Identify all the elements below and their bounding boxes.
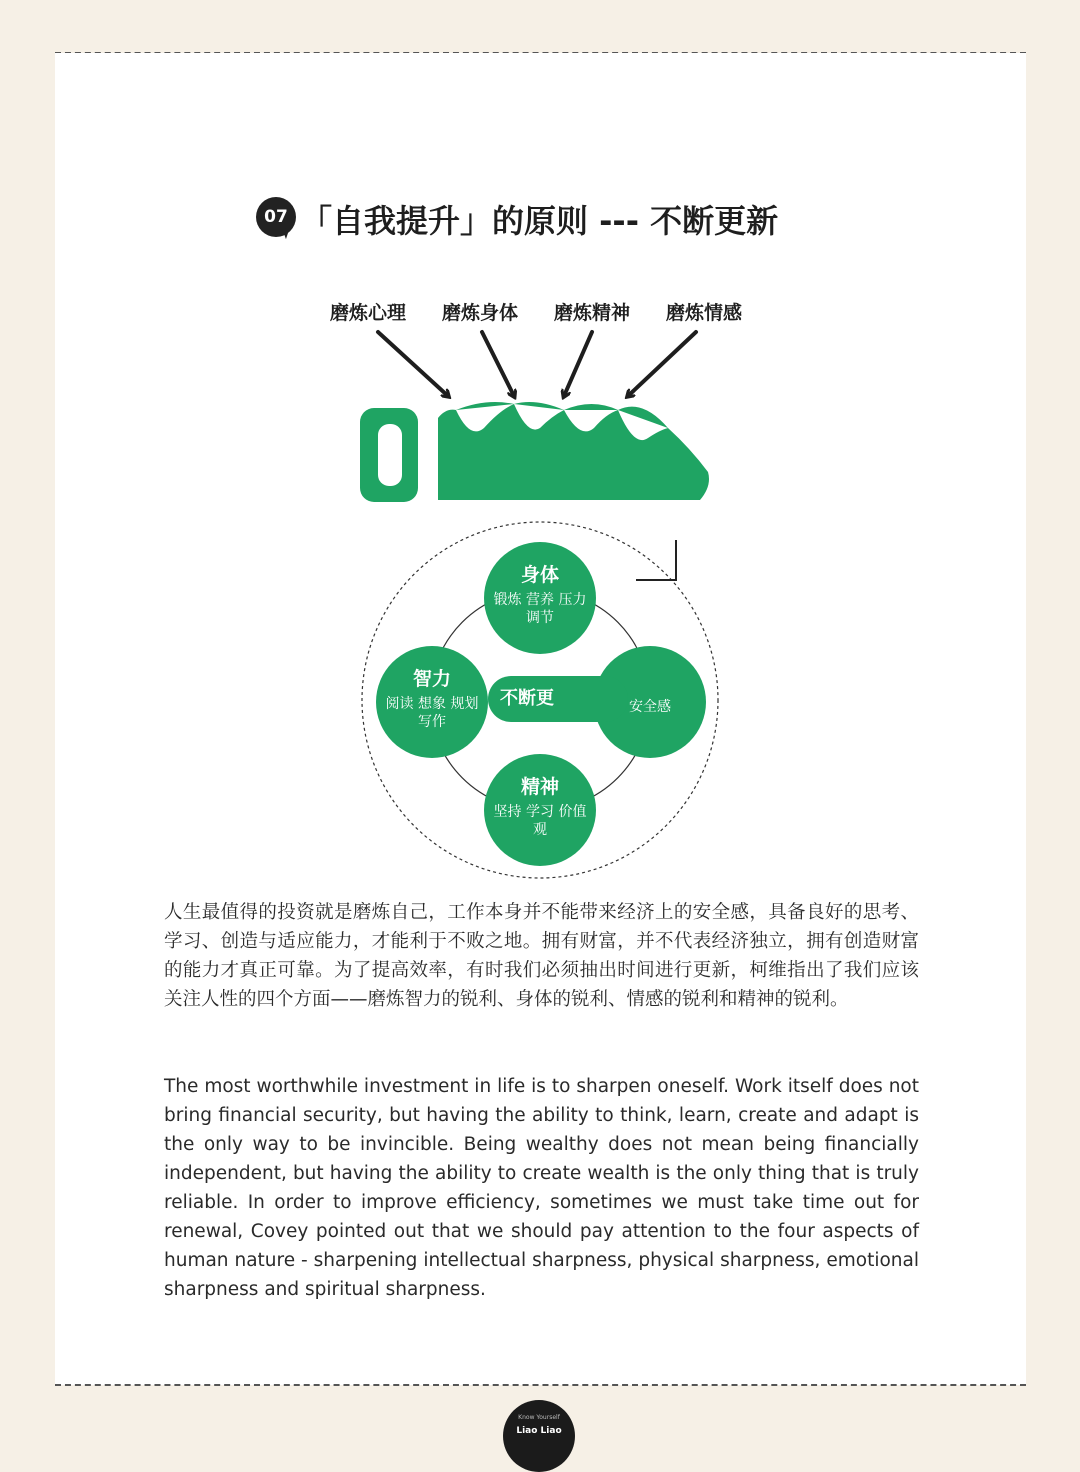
paragraph-chinese: 人生最值得的投资就是磨炼自己，工作本身并不能带来经济上的安全感，具备良好的思考、学习、创造与适应能力，才能利于不败之地。拥有财富，并不代表经济独立，拥有创造财富的能力才真正可靠。为了提高效率，有时我们必须抽出时间进行更新，柯维指出了我们应该关注人性的四个方面——磨炼智力的锐利、身体的锐利、情感的锐利和精神的锐利。 xyxy=(164,902,919,1010)
brand-logo xyxy=(503,1400,575,1472)
node-intellect-desc: 阅读 想象 规划 写作 xyxy=(385,696,479,730)
node-intellect-title: 智力 xyxy=(412,668,451,690)
node-spirit-title: 精神 xyxy=(520,776,559,798)
section-number-badge: 07 xyxy=(256,197,296,237)
corner-mark-icon xyxy=(636,540,676,580)
label-spirit: 磨炼精神 xyxy=(554,302,631,324)
label-mind: 磨炼心理 xyxy=(330,302,407,324)
label-body: 磨炼身体 xyxy=(442,302,519,324)
node-spirit-desc: 坚持 学习 价值观 xyxy=(493,804,587,838)
node-body-desc: 锻炼 营养 压力调节 xyxy=(493,592,587,626)
node-body xyxy=(484,542,596,654)
arrow-emotion-icon xyxy=(628,332,696,396)
node-spirit xyxy=(484,754,596,866)
center-label: 不断更 xyxy=(488,676,628,722)
node-emotion-desc: 安全感 xyxy=(629,699,671,715)
logo-text: Liao Liao xyxy=(516,1426,562,1436)
logo-tagline: Know Yourself xyxy=(518,1414,560,1421)
arrow-spirit-icon xyxy=(564,332,592,396)
page-title: 「自我提升」的原则 --- 不断更新 xyxy=(300,202,779,240)
node-body-title: 身体 xyxy=(520,564,559,586)
arrow-body-icon xyxy=(482,332,514,396)
label-emotion: 磨炼情感 xyxy=(666,302,743,324)
node-intellect xyxy=(376,646,488,758)
paragraph-english: The most worthwhile investment in life is to sharpen oneself. Work itself does not bring financial security, but having the ability to think, learn, create and adapt is the only way to be invincible. Being wealthy does not mean being financially independent, but having the ability to create wealth is the only thing that is truly reliable. In order to improve efficiency, sometimes we must take time out for renewal, Covey pointed out that we should pay attention to the four aspects of human nature - sharpening intellectual sharpness, physical sharpness, emotional sharpness and spiritual sharpness. xyxy=(164,1076,919,1300)
arrow-mind-icon xyxy=(378,332,448,396)
bottom-dashed-rule xyxy=(55,1384,1026,1386)
